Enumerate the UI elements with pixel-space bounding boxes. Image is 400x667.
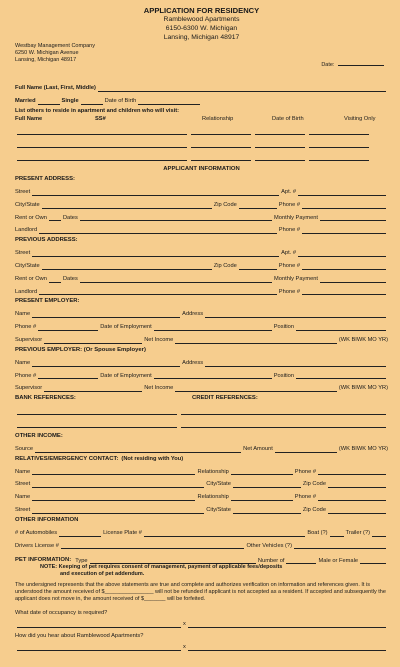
- pet-note-label: NOTE:: [40, 564, 58, 571]
- relatives-heading: RELATIVES/EMERGENCY CONTACT:: [15, 455, 119, 462]
- license-plate-field[interactable]: [144, 529, 305, 537]
- pet-sex-field[interactable]: [360, 556, 386, 564]
- relative-city-field[interactable]: [233, 506, 301, 514]
- present-landlord-row: [15, 221, 388, 234]
- number-of-label: Number of: [257, 557, 285, 564]
- trailer-label: Trailer (?): [345, 529, 370, 536]
- vehicles-row: [15, 524, 388, 537]
- occupancy-answer-field[interactable]: [17, 620, 181, 628]
- credit-references-heading: CREDIT REFERENCES:: [192, 395, 258, 402]
- management-address: 6250 W. Michigan Avenue: [15, 50, 79, 56]
- credit-reference-field[interactable]: [181, 420, 386, 428]
- boat-label: Boat (?): [307, 529, 328, 536]
- previous-address-heading: PREVIOUS ADDRESS:: [15, 237, 78, 244]
- col-visiting: Visiting Only: [344, 115, 376, 122]
- relative-phone-field[interactable]: [318, 467, 386, 475]
- trailer-field[interactable]: [372, 529, 386, 537]
- net-amount-label: Net Amount: [243, 445, 273, 452]
- zip-label: Zip Code: [213, 263, 237, 270]
- previous-landlord-row: [15, 283, 388, 296]
- address-label: Address: [182, 359, 204, 366]
- net-income-label: Net Income: [144, 337, 174, 344]
- pet-info-heading: PET INFORMATION:: [15, 557, 72, 564]
- relative-street-row: [15, 475, 388, 488]
- form-header: [15, 6, 388, 42]
- rent-own-label: Rent or Own: [15, 275, 47, 282]
- col-dob: Date of Birth: [272, 115, 304, 122]
- present-address-heading: PRESENT ADDRESS:: [15, 176, 76, 183]
- present-dates-field[interactable]: [80, 213, 272, 221]
- signature-line[interactable]: [188, 643, 386, 651]
- net-income-label: Net Income: [144, 385, 174, 392]
- present-zip-field[interactable]: [239, 201, 277, 209]
- company-city: Lansing, Michigan 48917: [163, 34, 240, 41]
- income-source-field[interactable]: [35, 445, 241, 453]
- zip-label: Zip Code: [302, 481, 326, 488]
- heard-answer-field[interactable]: [17, 643, 181, 651]
- pet-number-field[interactable]: [286, 556, 316, 564]
- zip-label: Zip Code: [302, 507, 326, 514]
- previous-street-field[interactable]: [32, 249, 279, 257]
- num-autos-label: # of Automobiles: [15, 529, 58, 536]
- relationship-label: Relationship: [197, 494, 229, 501]
- previous-phone-field[interactable]: [302, 262, 386, 270]
- bank-references-heading: BANK REFERENCES:: [15, 395, 76, 402]
- present-employer-address-field[interactable]: [205, 310, 386, 318]
- phone-label: Phone #: [278, 263, 300, 270]
- relative-zip-field[interactable]: [328, 480, 386, 488]
- present-street-row: [15, 183, 388, 196]
- phone-label: Phone #: [15, 324, 37, 331]
- other-resident-row[interactable]: [15, 148, 388, 161]
- previous-street-row: [15, 244, 388, 257]
- landlord-label: Landlord: [15, 288, 38, 295]
- date-employment-label: Date of Employment: [100, 324, 152, 331]
- relative-street-row: [15, 501, 388, 514]
- present-apt-field[interactable]: [298, 188, 386, 196]
- management-name: Westbay Management Company: [15, 43, 95, 49]
- phone-label: Phone #: [278, 288, 300, 295]
- present-employment-date-field[interactable]: [154, 323, 272, 331]
- relative-name-field[interactable]: [32, 467, 195, 475]
- other-income-row: [15, 440, 388, 453]
- date-field[interactable]: [321, 60, 386, 69]
- dob-field[interactable]: [138, 97, 200, 105]
- other-info-heading-row: [15, 514, 388, 524]
- relative-relationship-field[interactable]: [231, 493, 293, 501]
- previous-employer-name-field[interactable]: [32, 359, 180, 367]
- col-ss: SS#: [95, 115, 106, 122]
- phone-label: Phone #: [15, 372, 37, 379]
- monthly-payment-label: Monthly Payment: [274, 214, 318, 221]
- pay-period-options[interactable]: (WK BIWK MO YR): [338, 445, 388, 452]
- present-supervisor-row: [15, 331, 388, 344]
- married-field[interactable]: [38, 97, 60, 105]
- present-net-income-field[interactable]: [175, 336, 337, 344]
- pet-note-line-2: and execution of pet addendum.: [60, 571, 145, 578]
- present-supervisor-field[interactable]: [44, 336, 142, 344]
- zip-label: Zip Code: [213, 201, 237, 208]
- pet-type-label: Type: [75, 557, 88, 564]
- company-name: Ramblewood Apartments: [163, 16, 240, 23]
- street-label: Street: [15, 507, 31, 514]
- present-payment-field[interactable]: [320, 213, 386, 221]
- boat-field[interactable]: [330, 529, 344, 537]
- credit-reference-field[interactable]: [181, 407, 386, 415]
- street-label: Street: [15, 481, 31, 488]
- phone-label: Phone #: [294, 494, 316, 501]
- other-info-heading: OTHER INFORMATION: [15, 516, 79, 523]
- relatives-note: (Not residing with You): [121, 455, 184, 462]
- supervisor-label: Supervisor: [15, 385, 43, 392]
- name-label: Name: [15, 359, 31, 366]
- pet-row: [15, 549, 388, 564]
- previous-supervisor-row: [15, 379, 388, 392]
- other-vehicles-field[interactable]: [294, 541, 386, 549]
- present-employer-name-row: [15, 305, 388, 318]
- previous-employer-heading: PREVIOUS EMPLOYER: (Or Spouse Employer): [15, 346, 146, 353]
- net-amount-field[interactable]: [275, 445, 337, 453]
- relative-zip-field[interactable]: [328, 506, 386, 514]
- present-city-field[interactable]: [42, 201, 212, 209]
- previous-dates-field[interactable]: [80, 275, 272, 283]
- street-label: Street: [15, 189, 31, 196]
- present-address-heading-row: [15, 173, 388, 183]
- others-header-row: [15, 115, 388, 123]
- other-resident-row[interactable]: [15, 123, 388, 136]
- present-employer-phone-row: [15, 318, 388, 331]
- heard-answer-row: [15, 640, 388, 651]
- present-position-field[interactable]: [296, 323, 386, 331]
- management-block: [15, 43, 95, 64]
- previous-payment-field[interactable]: [320, 275, 386, 283]
- list-others-label: List others to reside in apartment and children who will visit:: [15, 107, 180, 114]
- bank-reference-field[interactable]: [17, 420, 177, 428]
- previous-zip-field[interactable]: [239, 262, 277, 270]
- male-female-label: Male or Female: [318, 557, 358, 564]
- phone-label: Phone #: [278, 201, 300, 208]
- previous-net-income-field[interactable]: [175, 384, 337, 392]
- occupancy-answer-row: [15, 617, 388, 628]
- marital-row: [15, 92, 388, 105]
- pet-note-line-1: Keeping of pet requires consent of management, payment of applicable fees/deposits: [58, 564, 283, 571]
- signature-x: x: [183, 644, 186, 651]
- present-employer-name-field[interactable]: [32, 310, 180, 318]
- date-line[interactable]: [338, 60, 384, 66]
- drivers-license-field[interactable]: [61, 541, 245, 549]
- other-resident-row[interactable]: [15, 135, 388, 148]
- relative-relationship-field[interactable]: [231, 467, 293, 475]
- other-vehicles-label: Other Vehicles (?): [246, 542, 292, 549]
- date-label: Date:: [321, 62, 335, 68]
- heard-question: How did you hear about Ramblewood Apartments?: [15, 633, 144, 640]
- previous-city-field[interactable]: [42, 262, 212, 270]
- list-others-row: [15, 105, 388, 115]
- name-label: Name: [15, 494, 31, 501]
- applicant-info-heading: APPLICANT INFORMATION: [163, 166, 240, 173]
- previous-city-row: [15, 257, 388, 270]
- declaration-text: The undersigned represents that the above statements are true and complete and authorizes verification on information and references given. It is understood the amount received of $________________ will not be refunded if applicant is not accepted as a resident. If accepted and subsequently the applicant does not move in, the amount received of $_______ will be forfeited.: [15, 582, 386, 603]
- references-heading-row: [15, 392, 388, 402]
- pay-period-options[interactable]: (WK BIWK MO YR): [338, 337, 388, 344]
- street-label: Street: [15, 250, 31, 257]
- city-state-label: City/State: [206, 481, 231, 488]
- single-field[interactable]: [81, 97, 103, 105]
- pet-note: [15, 564, 388, 578]
- relative-city-field[interactable]: [233, 480, 301, 488]
- signature-x: x: [183, 621, 186, 628]
- relative-name-field[interactable]: [32, 493, 195, 501]
- col-relationship: Relationship: [202, 115, 234, 122]
- relative-street-field[interactable]: [32, 506, 204, 514]
- married-label: Married: [15, 97, 36, 104]
- rent-own-label: Rent or Own: [15, 214, 47, 221]
- license-row: [15, 537, 388, 550]
- applicant-info-row: [15, 161, 388, 173]
- previous-address-heading-row: [15, 234, 388, 244]
- relative-name-row: [15, 488, 388, 501]
- license-plate-label: License Plate #: [103, 529, 142, 536]
- previous-landlord-phone-field[interactable]: [302, 287, 386, 295]
- city-state-label: City/State: [15, 263, 40, 270]
- col-full-name: Full Name: [15, 115, 43, 122]
- relative-street-field[interactable]: [32, 480, 204, 488]
- signature-line[interactable]: [188, 620, 386, 628]
- dates-label: Dates: [62, 275, 78, 282]
- previous-employment-date-field[interactable]: [154, 371, 272, 379]
- pet-type-field[interactable]: [90, 556, 256, 564]
- present-phone-field[interactable]: [302, 201, 386, 209]
- dates-label: Dates: [62, 214, 78, 221]
- source-label: Source: [15, 445, 34, 452]
- previous-rent-row: [15, 270, 388, 283]
- previous-apt-field[interactable]: [298, 249, 386, 257]
- position-label: Position: [273, 372, 294, 379]
- bank-reference-field[interactable]: [17, 407, 177, 415]
- city-state-label: City/State: [206, 507, 231, 514]
- name-label: Name: [15, 311, 31, 318]
- present-landlord-field[interactable]: [39, 226, 277, 234]
- present-employer-heading-row: [15, 295, 388, 305]
- apt-label: Apt. #: [281, 189, 296, 196]
- single-label: Single: [61, 97, 79, 104]
- full-name-label: Full Name (Last, First, Middle): [15, 85, 96, 92]
- relative-name-row: [15, 463, 388, 476]
- monthly-payment-label: Monthly Payment: [274, 275, 318, 282]
- previous-landlord-field[interactable]: [39, 287, 277, 295]
- full-name-row: [15, 79, 388, 92]
- present-employer-heading: PRESENT EMPLOYER:: [15, 298, 80, 305]
- previous-employer-phone-row: [15, 367, 388, 380]
- references-row: [15, 402, 388, 415]
- form-title: APPLICATION FOR RESIDENCY: [143, 6, 260, 15]
- relationship-label: Relationship: [197, 468, 229, 475]
- supervisor-label: Supervisor: [15, 337, 43, 344]
- address-label: Address: [182, 311, 204, 318]
- previous-employer-name-row: [15, 354, 388, 367]
- present-rent-row: [15, 209, 388, 222]
- name-label: Name: [15, 468, 31, 475]
- management-city: Lansing, Michigan 48917: [15, 57, 77, 63]
- previous-supervisor-field[interactable]: [44, 384, 142, 392]
- relative-phone-field[interactable]: [318, 493, 386, 501]
- references-row: [15, 415, 388, 428]
- drivers-license-label: Drivers License #: [15, 542, 59, 549]
- city-state-label: City/State: [15, 201, 40, 208]
- previous-position-field[interactable]: [296, 371, 386, 379]
- other-income-heading: OTHER INCOME:: [15, 432, 63, 439]
- position-label: Position: [273, 324, 294, 331]
- phone-label: Phone #: [278, 227, 300, 234]
- previous-employer-heading-row: [15, 344, 388, 354]
- landlord-phone-field[interactable]: [302, 226, 386, 234]
- phone-label: Phone #: [294, 468, 316, 475]
- apt-label: Apt. #: [281, 250, 296, 257]
- date-employment-label: Date of Employment: [100, 372, 152, 379]
- previous-rent-field[interactable]: [49, 275, 61, 283]
- present-employer-phone-field[interactable]: [38, 323, 98, 331]
- present-city-row: [15, 196, 388, 209]
- occupancy-question: What date of occupancy is required?: [15, 610, 108, 617]
- other-income-heading-row: [15, 428, 388, 440]
- dob-label: Date of Birth: [104, 97, 137, 104]
- present-street-field[interactable]: [32, 188, 279, 196]
- num-autos-field[interactable]: [59, 529, 101, 537]
- full-name-field[interactable]: [98, 84, 386, 92]
- company-address: 6150-6300 W. Michigan: [165, 25, 238, 32]
- pay-period-options[interactable]: (WK BIWK MO YR): [338, 385, 388, 392]
- previous-employer-phone-field[interactable]: [38, 371, 98, 379]
- present-rent-field[interactable]: [49, 213, 61, 221]
- landlord-label: Landlord: [15, 227, 38, 234]
- previous-employer-address-field[interactable]: [205, 359, 386, 367]
- relatives-heading-row: [15, 453, 388, 463]
